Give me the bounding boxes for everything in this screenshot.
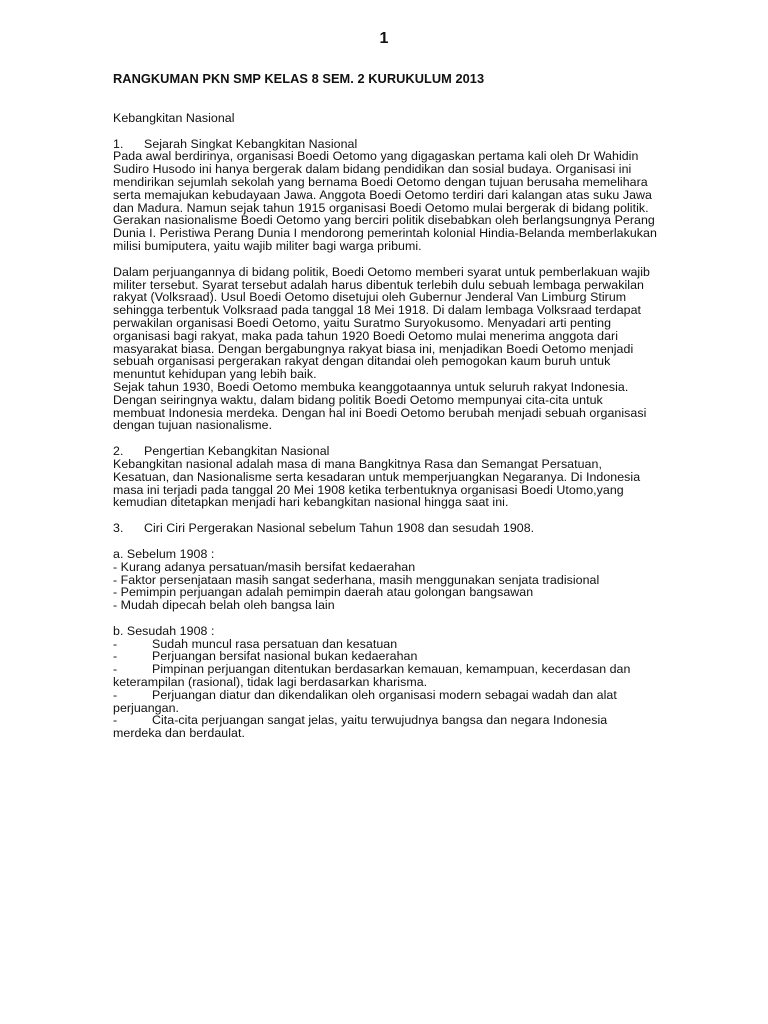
document-body — [113, 73, 658, 753]
section-2-number: 2. — [113, 444, 124, 459]
list-item — [113, 689, 658, 715]
list-item: - Faktor persenjataan masih sangat sederhana, masih menggunakan senjata tradisional — [113, 572, 600, 587]
list-item — [113, 663, 658, 689]
section-2-title: Pengertian Kebangkitan Nasional — [144, 444, 330, 459]
page-number: 1 — [379, 30, 389, 47]
after-1908-heading: b. Sesudah 1908 : — [113, 623, 215, 638]
list-item-text: Sudah muncul rasa persatuan dan kesatuan — [152, 636, 398, 651]
section-2-heading — [113, 445, 658, 458]
list-dash: - — [113, 687, 118, 702]
section-3-number: 3. — [113, 521, 124, 536]
list-dash: - — [113, 649, 118, 664]
section-3-title: Ciri Ciri Pergerakan Nasional sebelum Tahun 1908 dan sesudah 1908. — [144, 521, 535, 536]
list-dash: - — [113, 713, 118, 728]
list-item-text: Perjuangan diatur dan dikendalikan oleh organisasi modern sebagai wadah dan alat perjuangan. — [113, 687, 617, 715]
list-item — [113, 714, 658, 740]
list-item: - Pemimpin perjuangan adalah pemimpin daerah atau golongan bangsawan — [113, 585, 534, 600]
section-1-paragraph-1: Pada awal berdirinya, organisasi Boedi Oetomo yang digagaskan pertama kali oleh Dr Wahidin Sudiro Husodo ini hanya bergerak dalam bidang pendidikan dan sosial budaya. Organisasi ini mendirikan sejumlah sekolah yang bernama Boedi Oetomo dengan tujuan berusaha memelihara serta memajukan kebudayaan Jawa. Anggota Boedi Oetomo terdiri dari kalangan atas suku Jawa dan Madura. Namun sejak tahun 1915 organisasi Boedi Oetomo mulai bergerak di bidang politik. Gerakan nasionalisme Boedi Oetomo yang berciri politik disebabkan oleh berlangsungnya Perang Dunia I. Peristiwa Perang Dunia I mendorong pemerintah kolonial Hindia-Belanda memberlakukan milisi bumiputera, yaitu wajib militer bagi warga pribumi. — [113, 149, 657, 253]
list-item-text: Cita-cita perjuangan sangat jelas, yaitu terwujudnya bangsa dan negara Indonesia merdeka dan berdaulat. — [113, 713, 608, 741]
section-1-paragraph-2: Dalam perjuangannya di bidang politik, Boedi Oetomo memberi syarat untuk pemberlakuan wajib militer tersebut. Syarat tersebut adalah harus dibentuk terlebih dulu sebuah lembaga perwakilan rakyat (Volksraad). Usul Boedi Oetomo disetujui oleh Gubernur Jenderal Van Limburg Stirum sehingga terbentuk Volksraad pada tanggal 18 Mei 1918. Di dalam lembaga Volksraad terdapat perwakilan organisasi Boedi Oetomo, yaitu Suratmo Suryokusomo. Menyadari arti penting organisasi bagi rakyat, maka pada tahun 1920 Boedi Oetomo mulai menerima anggota dari masyarakat biasa. Dengan bergabungnya rakyat biasa ini, menjadikan Boedi Oetomo menjadi sebuah organisasi pergerakan rakyat dengan ditandai oleh pemogokan kaum buruh untuk menuntut kehidupan yang lebih baik. — [113, 264, 650, 382]
list-item-text: Pimpinan perjuangan ditentukan berdasarkan kemauan, kemampuan, kecerdasan dan keterampilan (rasional), tidak lagi berdasarkan kharisma. — [113, 662, 631, 690]
list-item: - Kurang adanya persatuan/masih bersifat kedaerahan — [113, 559, 416, 574]
list-item: - Mudah dipecah belah oleh bangsa lain — [113, 598, 335, 613]
section-1-paragraph-3: Sejak tahun 1930, Boedi Oetomo membuka keanggotaannya untuk seluruh rakyat Indonesia. Dengan seiringnya waktu, dalam bidang politik Boedi Oetomo mempunyai cita-cita untuk membuat Indonesia merdeka. Dengan hal ini Boedi Oetomo berubah menjadi sebuah organisasi dengan tujuan nasionalisme. — [113, 379, 647, 433]
section-1-number: 1. — [113, 136, 124, 151]
section-3-heading — [113, 522, 658, 535]
after-1908-list — [113, 638, 658, 740]
list-dash: - — [113, 636, 118, 651]
section-1-title: Sejarah Singkat Kebangkitan Nasional — [144, 136, 358, 151]
list-item-text: Perjuangan bersifat nasional bukan kedaerahan — [152, 649, 418, 664]
before-1908-list — [113, 561, 658, 612]
before-1908-heading: a. Sebelum 1908 : — [113, 546, 215, 561]
document-title: RANGKUMAN PKN SMP KELAS 8 SEM. 2 KURUKULUM 2013 — [113, 71, 485, 86]
document-subtitle: Kebangkitan Nasional — [113, 110, 235, 125]
section-2-paragraph: Kebangkitan nasional adalah masa di mana Bangkitnya Rasa dan Semangat Persatuan, Kesatuan, dan Nasionalisme serta kesadaran untuk memperjuangkan Negaranya. Di Indonesia masa ini terjadi pada tanggal 20 Mei 1908 ketika terbentuknya organisasi Boedi Utomo,yang kemudian ditetapkan menjadi hari kebangkitan nasional hingga saat ini. — [113, 456, 641, 510]
list-dash: - — [113, 662, 118, 677]
